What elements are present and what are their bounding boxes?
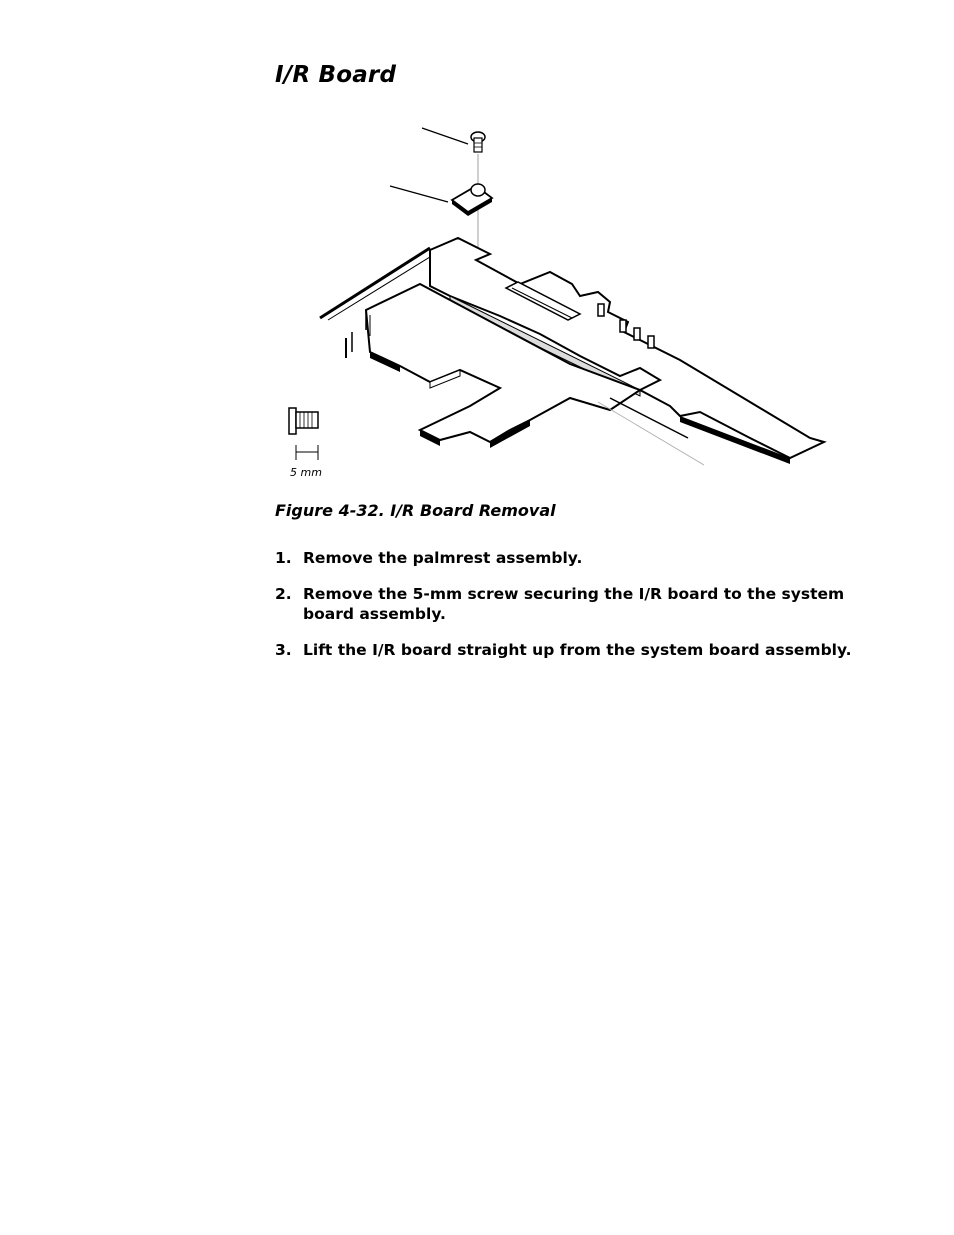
bracket-callout-line [390,186,448,202]
screw-icon [471,132,485,152]
step-number: 1. [275,549,292,567]
procedure-steps [275,548,855,676]
step-number: 2. [275,585,292,603]
list-item [275,640,855,660]
step-text: Remove the palmrest assembly. [303,549,583,567]
list-item [275,584,855,624]
list-item [275,548,855,568]
step-text: Lift the I/R board straight up from the system board assembly. [303,641,852,659]
step-text: Remove the 5-mm screw securing the I/R board to the system board assembly. [303,585,845,623]
section-heading: I/R Board [275,62,397,88]
figure-caption: Figure 4-32. I/R Board Removal [275,501,556,520]
screw-size-legend-icon [289,408,318,434]
ir-board-removal-illustration [280,120,840,490]
dimension-marker [296,445,318,460]
scale-label: 5 mm [290,466,322,479]
step-number: 3. [275,641,292,659]
bracket-icon [452,184,492,216]
screw-callout-line [422,128,468,144]
